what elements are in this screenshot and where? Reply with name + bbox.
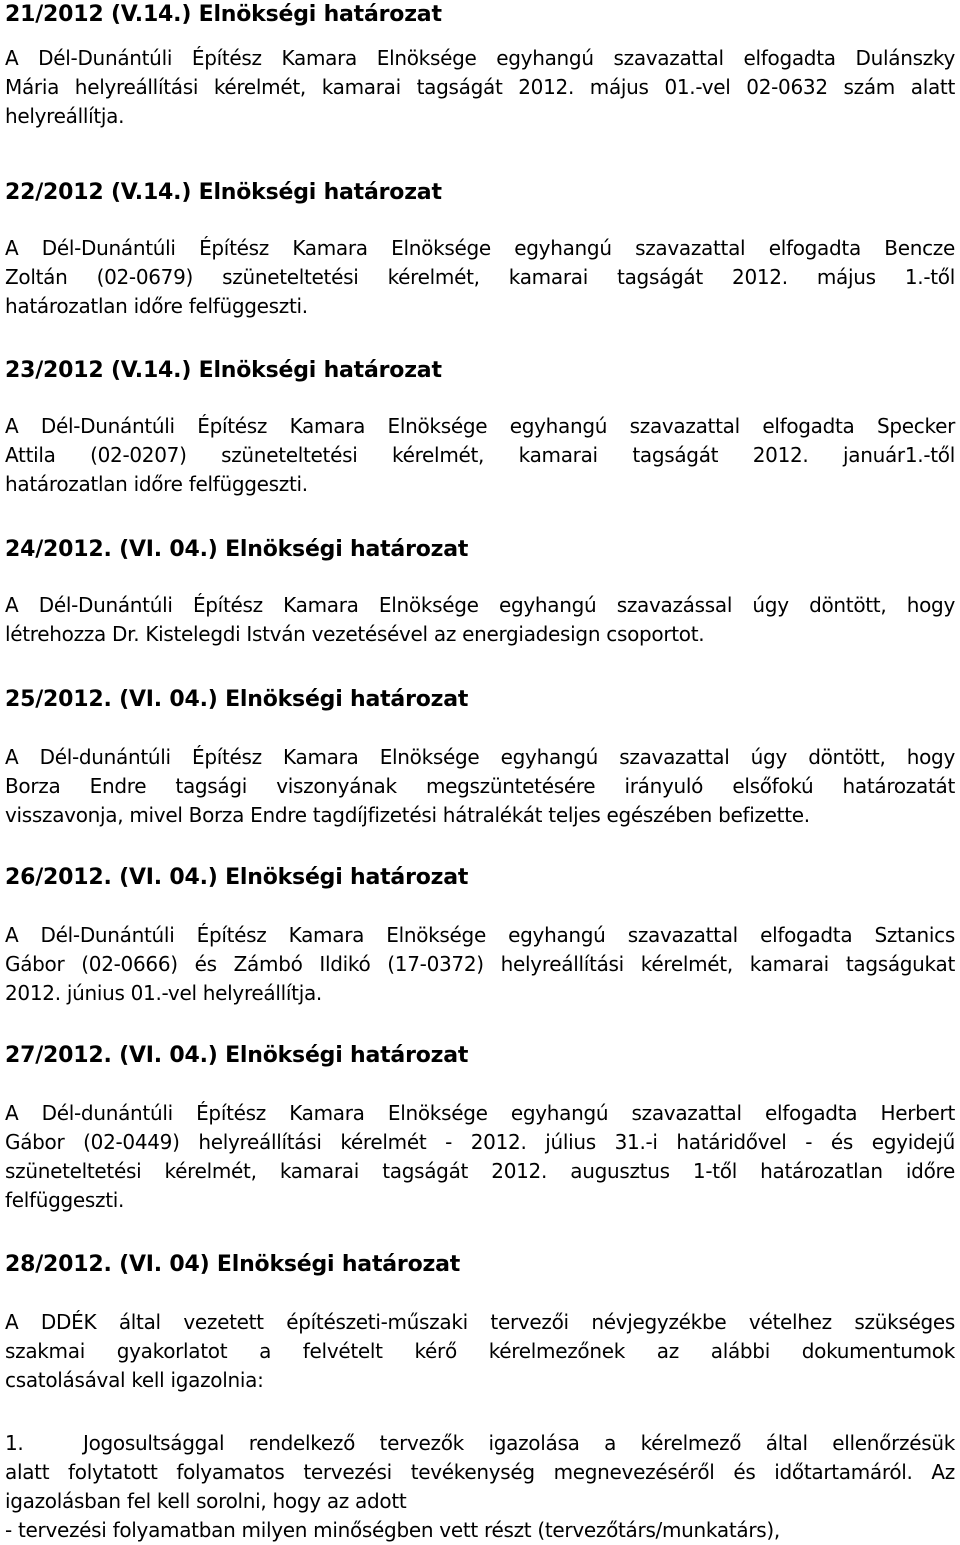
resolution-text-line: határozatlan időre felfüggeszti. [5,472,308,496]
resolution-text-line: Attila (02-0207) szüneteltetési kérelmét, kamarai tagságát 2012. január1.-től [5,443,955,467]
resolution-22 [5,178,955,321]
resolution-heading: 25/2012. (VI. 04.) Elnökségi határozat [5,687,469,712]
resolution-text-line: létrehozza Dr. Kistelegdi István vezetésével az energiadesign csoportot. [5,622,705,646]
resolution-heading: 22/2012 (V.14.) Elnökségi határozat [5,180,442,205]
resolution-text-line: A Dél-dunántúli Építész Kamara Elnöksége egyhangú szavazattal úgy döntött, hogy [5,745,955,769]
resolution-23 [5,356,955,499]
list-text-line: - tervezési folyamatban milyen minőségben vett részt (tervezőtárs/munkatárs), [5,1518,780,1542]
resolution-text-line: Mária helyreállítási kérelmét, kamarai tagságát 2012. május 01.-vel 02-0632 szám alatt [5,75,955,99]
resolution-24 [5,535,955,649]
requirements-list [5,1429,955,1545]
resolution-text-line: A Dél-Dunántúli Építész Kamara Elnöksége egyhangú szavazattal elfogadta Dulánszky [5,46,955,70]
resolution-text-line: szakmai gyakorlatot a felvételt kérő kérelmezőnek az alábbi dokumentumok [5,1339,955,1363]
resolution-text-line: szüneteltetési kérelmét, kamarai tagságát 2012. augusztus 1-től határozatlan időre [5,1159,955,1183]
list-text-line: igazolásban fel kell sorolni, hogy az adott [5,1489,407,1513]
resolution-25 [5,685,955,830]
resolution-heading: 21/2012 (V.14.) Elnökségi határozat [5,2,442,27]
resolution-text-line: Gábor (02-0666) és Zámbó Ildikó (17-0372) helyreállítási kérelmét, kamarai tagságukat [5,952,955,976]
resolution-heading: 23/2012 (V.14.) Elnökségi határozat [5,358,442,383]
resolution-26 [5,863,955,1008]
list-item-text: Jogosultsággal rendelkező tervezők igazolása a kérelmező által ellenőrzésük [83,1431,955,1455]
resolution-text-line: Gábor (02-0449) helyreállítási kérelmét - 2012. július 31.-i határidővel - és egyidejű [5,1130,955,1154]
resolution-text-line: A Dél-Dunántúli Építész Kamara Elnöksége egyhangú szavazattal elfogadta Bencze [5,236,955,260]
resolution-text-line: visszavonja, mivel Borza Endre tagdíjfizetési hátralékát teljes egészében befizette. [5,803,810,827]
resolution-text-line: A DDÉK által vezetett építészeti-műszaki tervezői névjegyzékbe vételhez szükséges [5,1310,955,1334]
resolution-text-line: A Dél-Dunántúli Építész Kamara Elnöksége egyhangú szavazattal elfogadta Specker [5,414,955,438]
resolution-text-line: 2012. június 01.-vel helyreállítja. [5,981,322,1005]
resolution-21 [5,0,955,131]
resolution-heading: 24/2012. (VI. 04.) Elnökségi határozat [5,537,469,562]
resolution-heading: 26/2012. (VI. 04.) Elnökségi határozat [5,865,469,890]
resolution-text-line: helyreállítja. [5,104,125,128]
resolution-text-line: A Dél-Dunántúli Építész Kamara Elnöksége egyhangú szavazattal elfogadta Sztanics [5,923,955,947]
resolution-text-line: A Dél-dunántúli Építész Kamara Elnöksége egyhangú szavazattal elfogadta Herbert [5,1101,955,1125]
resolution-heading: 27/2012. (VI. 04.) Elnökségi határozat [5,1043,469,1068]
resolution-text-line: határozatlan időre felfüggeszti. [5,294,308,318]
resolution-27 [5,1041,955,1215]
list-item-number: 1. [5,1431,24,1455]
list-item [5,1429,955,1458]
resolution-heading: 28/2012. (VI. 04) Elnökségi határozat [5,1252,461,1277]
resolution-28 [5,1250,955,1395]
resolution-text-line: Borza Endre tagsági viszonyának megszüntetésére irányuló elsőfokú határozatát [5,774,955,798]
resolution-text-line: felfüggeszti. [5,1188,125,1212]
list-text-line: alatt folytatott folyamatos tervezési tevékenység megnevezéséről és időtartamáról. Az [5,1460,955,1484]
resolution-text-line: csatolásával kell igazolnia: [5,1368,264,1392]
resolution-text-line: Zoltán (02-0679) szüneteltetési kérelmét, kamarai tagságát 2012. május 1.-től [5,265,955,289]
resolution-text-line: A Dél-Dunántúli Építész Kamara Elnöksége egyhangú szavazással úgy döntött, hogy [5,593,955,617]
